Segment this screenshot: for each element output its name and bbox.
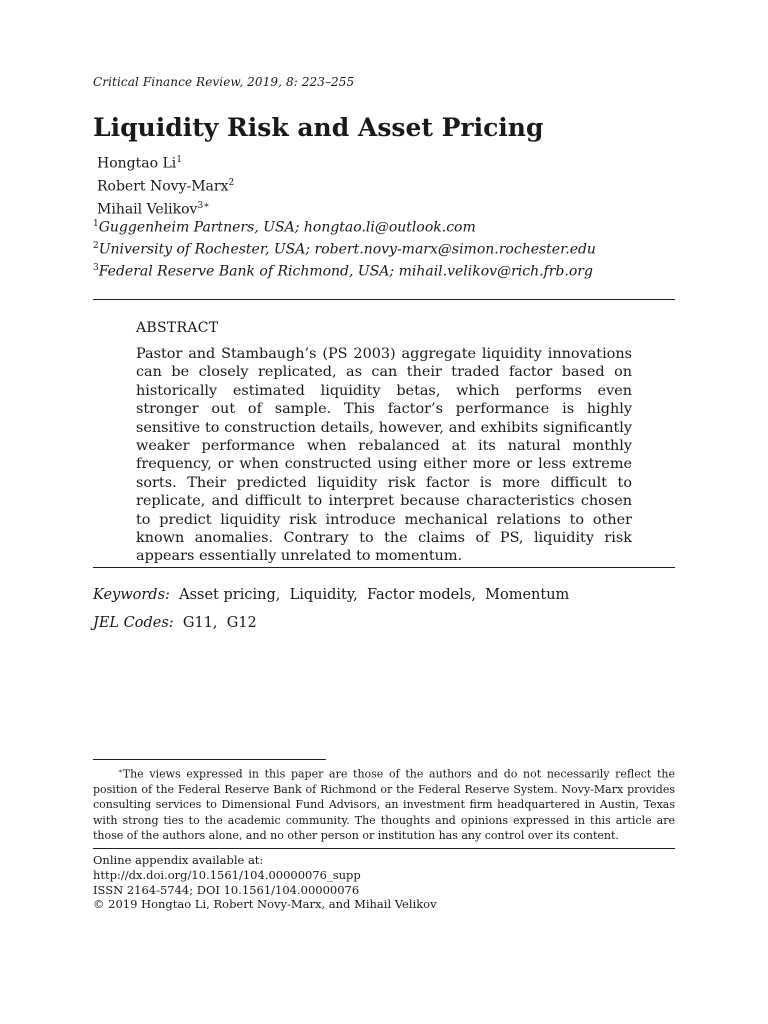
jel-code: G11 — [182, 615, 213, 631]
affiliation-mark: 2 — [93, 241, 99, 252]
affiliation — [93, 215, 596, 237]
keywords — [93, 587, 569, 603]
abstract-top-rule — [93, 299, 675, 300]
affiliation — [93, 259, 596, 281]
footnote-rule — [93, 759, 326, 760]
affiliation-text: Federal Reserve Bank of Richmond, USA; mihail.velikov@rich.frb.org — [98, 263, 593, 280]
jel-codes — [93, 615, 257, 631]
keyword: , Factor models — [353, 587, 471, 603]
author-mark: 3∗ — [197, 201, 210, 212]
affiliation-mark: 1 — [93, 219, 99, 229]
affiliation — [93, 237, 596, 259]
keyword: Asset pricing — [179, 587, 276, 603]
abstract-heading: ABSTRACT — [136, 320, 219, 336]
issn-doi: ISSN 2164-5744; DOI 10.1561/104.00000076 — [93, 882, 360, 897]
affiliation-list — [93, 215, 596, 281]
footnote — [93, 764, 675, 843]
author — [97, 151, 234, 174]
publication-meta — [93, 853, 437, 912]
jel-label: JEL Codes: — [93, 615, 174, 631]
abstract-bottom-rule — [93, 567, 675, 568]
affiliation-mark: 3 — [93, 263, 99, 274]
author-name: Hongtao Li — [97, 155, 177, 172]
meta-rule — [93, 848, 675, 849]
appendix-link[interactable]: http://dx.doi.org/10.1561/104.00000076_supp — [93, 867, 361, 882]
journal-citation: Critical Finance Review, 2019, 8: 223–255 — [93, 75, 355, 89]
affiliation-text: Guggenheim Partners, USA; hongtao.li@outlook.com — [98, 219, 476, 236]
footnote-text: The views expressed in this paper are those of the authors and do not necessarily reflect the position of the Federal Reserve Bank of Richmond or the Federal Reserve System. Novy-Marx provides consulting services to Dimensional Fund Advisors, an investment firm headquartered in Austin, Texas with strong ties to the academic community. The thoughts and opinions expressed in this article are those of the authors alone, and no other person or institution has any control over its content. — [93, 767, 675, 842]
abstract-text: Pastor and Stambaugh’s (PS 2003) aggregate liquidity innovations can be closely replicated, as can their traded factor based on historically estimated liquidity betas, which performs even stronger out of sample. This factor’s performance is highly sensitive to construction details, however, and exhibits significantly weaker performance when rebalanced at its natural monthly frequency, or when constructed using either more or less extreme sorts. Their predicted liquidity risk factor is more difficult to replicate, and difficult to interpret because characteristics chosen to predict liquidity risk introduce mechanical relations to other known anomalies. Contrary to the claims of PS, liquidity risk appears essentially unrelated to momentum. — [136, 346, 632, 565]
keyword: , Momentum — [471, 587, 569, 603]
author-mark: 2 — [228, 178, 235, 189]
paper-title: Liquidity Risk and Asset Pricing — [93, 113, 544, 142]
keywords-label: Keywords: — [93, 587, 170, 603]
author — [97, 174, 234, 197]
footnote-mark: ∗ — [118, 767, 123, 775]
author-mark: 1 — [176, 155, 182, 165]
keyword: , Liquidity — [276, 587, 353, 603]
appendix-label: Online appendix available at: — [93, 853, 264, 867]
author-name: Robert Novy-Marx — [97, 178, 229, 195]
author-list — [97, 151, 234, 220]
affiliation-text: University of Rochester, USA; robert.novy-marx@simon.rochester.edu — [98, 241, 596, 258]
author-name: Mihail Velikov — [97, 201, 198, 218]
jel-code: , G12 — [213, 615, 257, 631]
copyright: © 2019 Hongtao Li, Robert Novy-Marx, and Mihail Velikov — [93, 897, 437, 912]
